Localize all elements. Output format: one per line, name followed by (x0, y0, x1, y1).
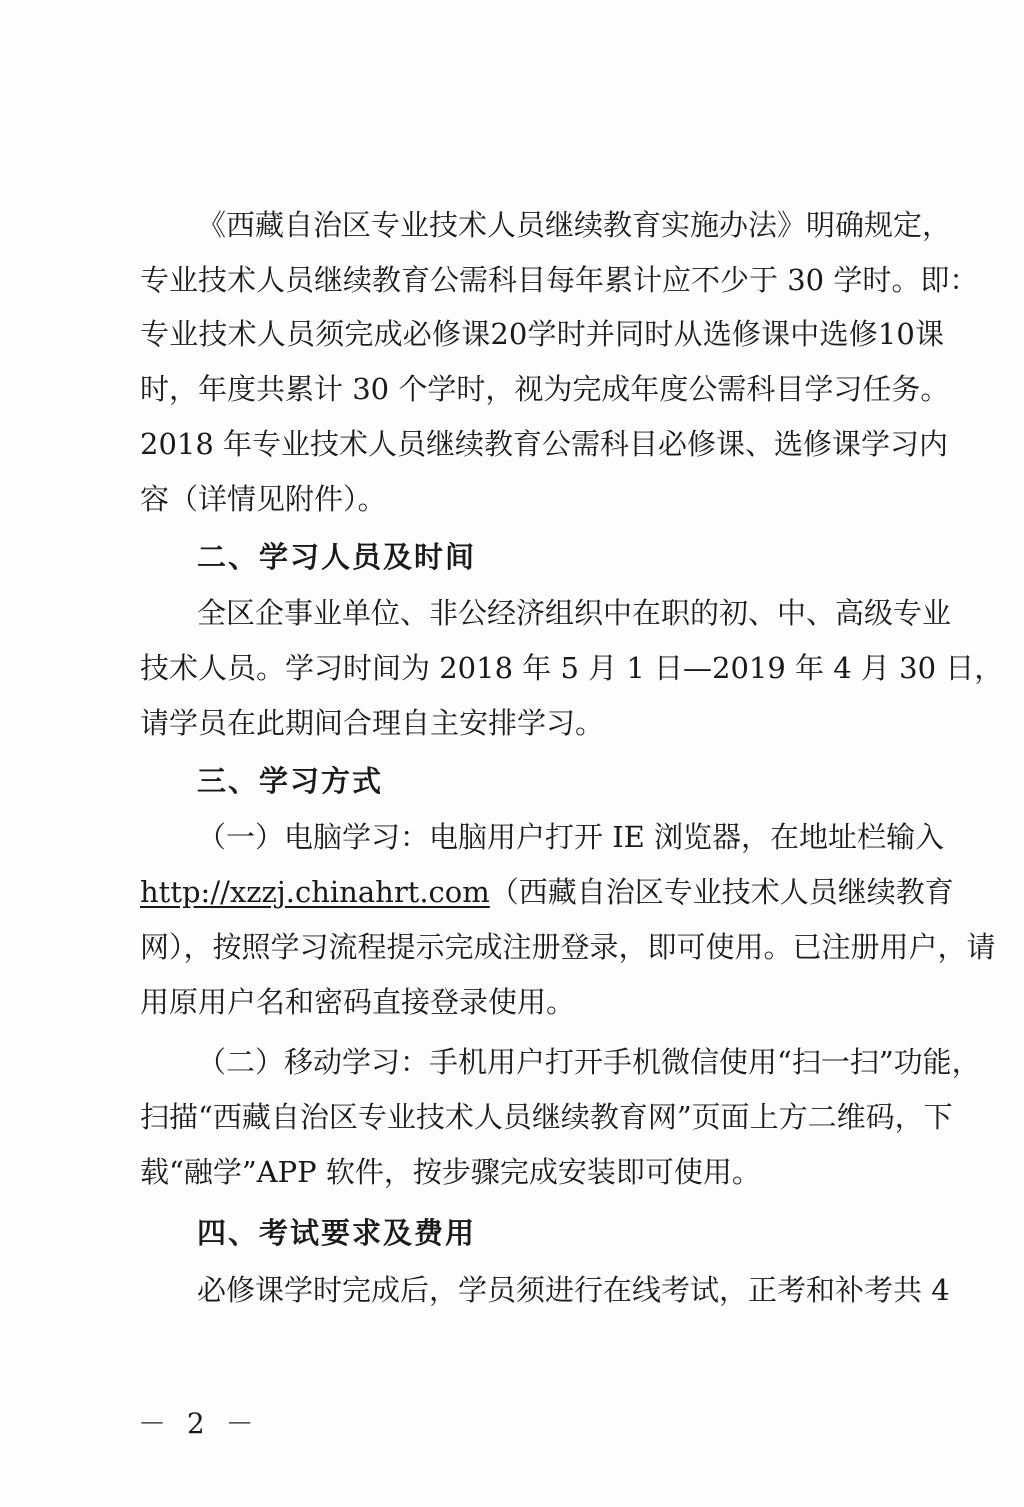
section-heading: 三、学习方式 (197, 764, 384, 798)
paragraph-line: 请学员在此期间合理自主安排学习。 (140, 706, 605, 740)
paragraph-line: （二）移动学习：手机用户打开手机微信使用“扫一扫”功能， (197, 1045, 981, 1079)
paragraph-line (140, 872, 954, 912)
paragraph-line: 技术人员。学习时间为 2018 年 5 月 1 日—2019 年 4 月 30 日， (140, 651, 1004, 685)
paragraph-line: 载“融学”APP 软件，按步骤完成安装即可使用。 (140, 1155, 761, 1189)
website-link[interactable]: http://xzzj.chinahrt.com (140, 875, 490, 909)
paragraph-line: 必修课学时完成后，学员须进行在线考试，正考和补考共 4 (197, 1273, 950, 1307)
paragraph-line: 《西藏自治区专业技术人员继续教育实施办法》明确规定， (197, 208, 952, 242)
paragraph-line: 2018 年专业技术人员继续教育公需科目必修课、选修课学习内 (140, 427, 949, 461)
paragraph-line: 扫描“西藏自治区专业技术人员继续教育网”页面上方二维码，下 (140, 1100, 953, 1134)
paragraph-line: 全区企事业单位、非公经济组织中在职的初、中、高级专业 (197, 596, 952, 630)
paragraph-text: （西藏自治区专业技术人员继续教育 (489, 875, 954, 909)
paragraph-line: 时，年度共累计 30 个学时，视为完成年度公需科目学习任务。 (140, 372, 950, 406)
paragraph-line: 容（详情见附件）。 (140, 482, 387, 516)
paragraph-line: 网），按照学习流程提示完成注册登录，即可使用。已注册用户，请 (140, 930, 996, 964)
section-heading: 二、学习人员及时间 (197, 540, 477, 574)
section-heading: 四、考试要求及费用 (197, 1216, 477, 1250)
page-number: － 2 － (138, 1407, 260, 1440)
paragraph-line: （一）电脑学习：电脑用户打开 IE 浏览器，在地址栏输入 (197, 820, 945, 854)
paragraph-line: 专业技术人员须完成必修课20学时并同时从选修课中选修10课 (140, 317, 944, 351)
paragraph-line: 用原用户名和密码直接登录使用。 (140, 985, 576, 1019)
paragraph-line: 专业技术人员继续教育公需科目每年累计应不少于 30 学时。即： (140, 263, 979, 297)
